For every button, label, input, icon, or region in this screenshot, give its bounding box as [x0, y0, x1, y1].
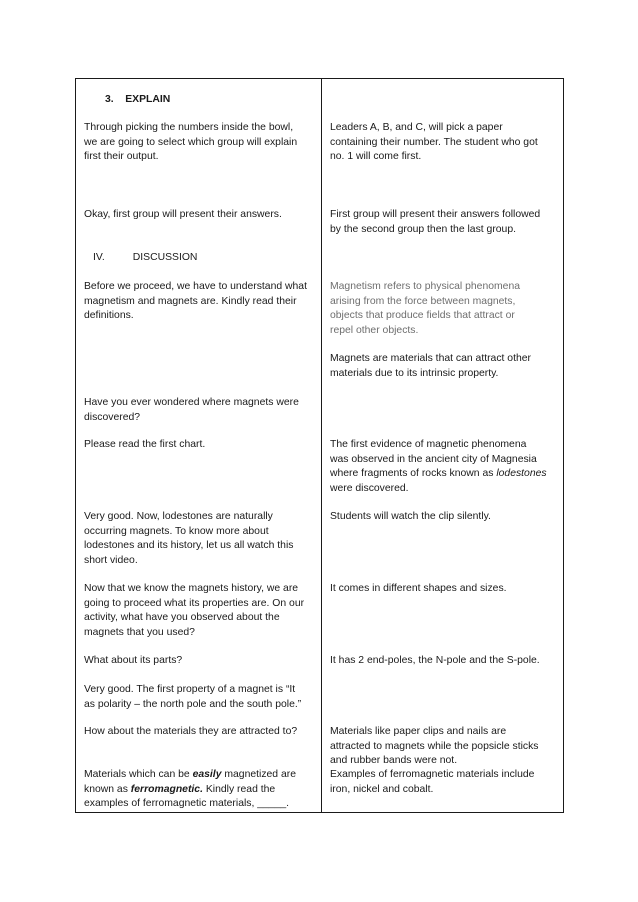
magnets-definition: Magnets are materials that can attract other materials due to its intrinsic property. — [330, 353, 531, 379]
discussion-title: DISCUSSION — [132, 252, 198, 263]
student-text-5 — [330, 438, 558, 496]
teacher-text-5: Please read the first chart. — [84, 439, 206, 450]
explain-number: 3. — [105, 94, 114, 105]
teacher-text-3: Before we proceed, we have to understand what magnetism and magnets are. Kindly read their definitions. — [84, 281, 307, 322]
student-text-9: Materials like paper clips and nails are attracted to magnets while the popsicle sticks and rubber bands were not. — [330, 726, 539, 767]
chart-text-post: were discovered. — [330, 482, 409, 494]
ferro-line1-post: magnetized are — [221, 769, 296, 780]
teacher-text-1: Through picking the numbers inside the bowl, we are going to select which group will explain first their output. — [84, 122, 298, 163]
teacher-text-2: Okay, first group will present their answers. — [84, 209, 282, 220]
teacher-text-10: How about the materials they are attracted to? — [84, 726, 298, 737]
ferro-line1-easily: easily — [192, 769, 222, 780]
chart-text-pre: The first evidence of magnetic phenomena was observed in the ancient city of Magnesia where fragments of rocks known as — [330, 439, 537, 480]
student-text-7: It comes in different shapes and sizes. — [330, 583, 507, 594]
ferro-line1-pre: Materials which can be — [84, 769, 193, 780]
explain-title: EXPLAIN — [125, 94, 171, 105]
ferro-line3: examples of ferromagnetic materials, _____. — [84, 798, 290, 810]
chart-text-lodestones: lodestones — [496, 468, 547, 480]
magnetism-definition: Magnetism refers to physical phenomena arising from the force between magnets, objects that produce fields that attract or repel other objects. — [330, 281, 521, 336]
teacher-text-9: Very good. The first property of a magnet is “It as polarity – the north pole and the south pole.” — [84, 684, 302, 710]
ferro-line2-post: Kindly read the — [202, 783, 276, 795]
explain-heading — [105, 93, 170, 108]
teacher-text-7: Now that we know the magnets history, we are going to proceed what its properties are. On our activity, what have you observed about the magnets that you used? — [84, 583, 305, 638]
teacher-text-11 — [84, 768, 318, 812]
lesson-table — [75, 78, 564, 813]
discussion-heading — [93, 251, 197, 266]
student-text-2: First group will present their answers followed by the second group then the last group. — [330, 209, 541, 235]
ferro-line2-ferromagnetic: ferromagnetic. — [130, 783, 203, 795]
column-divider — [321, 79, 322, 812]
teacher-text-6: Very good. Now, lodestones are naturally occurring magnets. To know more about lodestones and its history, let us all watch this short video. — [84, 511, 294, 566]
discussion-number: IV. — [93, 252, 105, 263]
student-text-1: Leaders A, B, and C, will pick a paper containing their number. The student who got no. 1 will come first. — [330, 122, 538, 163]
ferro-line2-pre: known as — [84, 783, 131, 795]
student-text-6: Students will watch the clip silently. — [330, 511, 491, 522]
student-text-8: It has 2 end-poles, the N-pole and the S-pole. — [330, 655, 540, 666]
teacher-text-4: Have you ever wondered where magnets were discovered? — [84, 397, 299, 423]
student-text-10: Examples of ferromagnetic materials include iron, nickel and cobalt. — [330, 769, 535, 795]
teacher-text-8: What about its parts? — [84, 655, 183, 666]
